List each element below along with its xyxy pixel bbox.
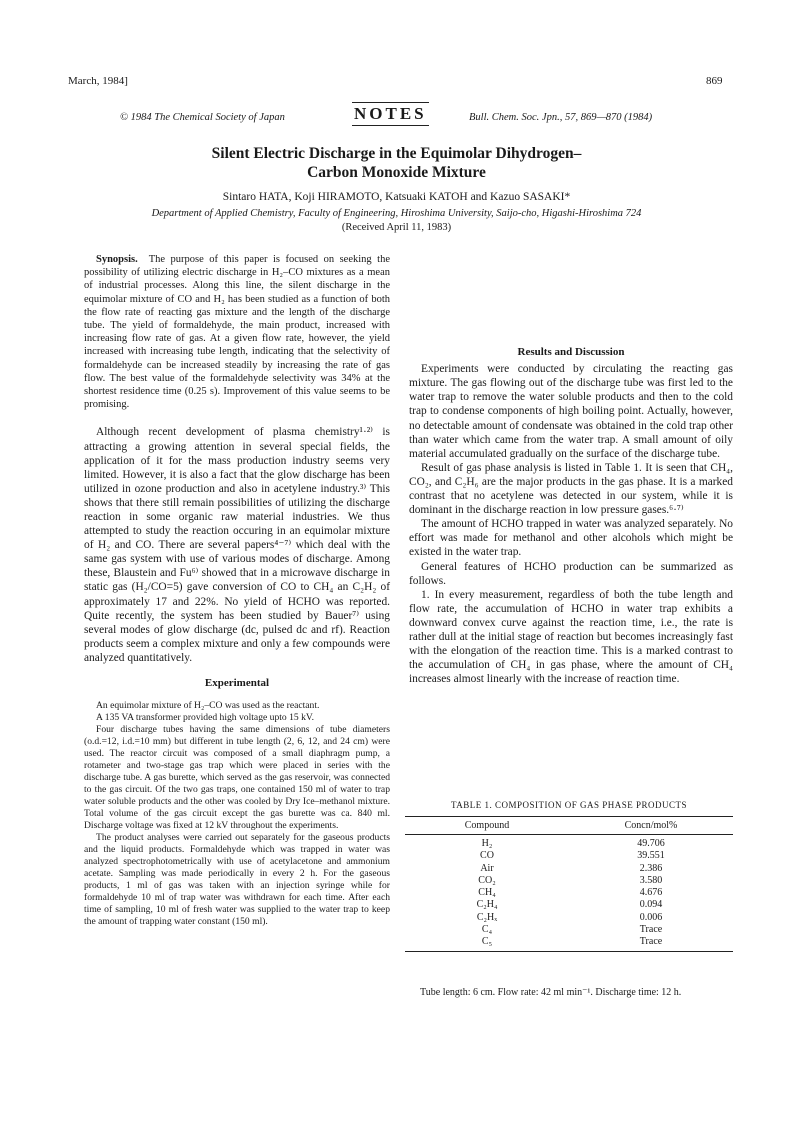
concn-cell: 0.094 [639, 899, 663, 911]
table-header-row [405, 817, 733, 835]
compound-cell: Air [480, 862, 494, 874]
results-p2: Result of gas phase analysis is listed in Table 1. It is seen that CH₄, CO₂, and C₂H₆ are the major products in the gas phase. It is a marked contrast that no acetylene was detected in our system, while it is dominant in the discharge reaction in low pressure gases.⁶·⁷⁾ [409, 461, 733, 517]
journal-header [0, 102, 793, 130]
experimental-p4: The product analyses were carried out separately for the gaseous products and the liquid products. Formaldehyde which was trapped in water was analyzed spectrophotometrically with use of acetylacetone and ammonium acetate. Sampling was made periodically in every 2 h. For the gaseous products, 1 ml of gas was taken with an injection syringe while for formaldehyde 10 ml of trap water was withdrawn for each time. After each time of sampling, 10 ml of fresh water was supplied to the water trap to keep the amount of trapping water constant (150 ml). [84, 832, 390, 928]
page-number: 869 [706, 75, 723, 87]
synopsis-label: Synopsis. [96, 254, 138, 265]
table-row [405, 924, 733, 936]
experimental-p3: Four discharge tubes having the same dimensions of tube diameters (o.d.=12, i.d.=10 mm) but different in tube length (2, 6, 12, and 24 cm) were used. The reactor circuit was composed of a small diaphragm pump, a rotameter and two-stage gas trap which were placed in series with the discharge tube. A gas burette, which served as the gas reservoir, was connected to the gas circuit. Of the two gas traps, one contained 150 ml of water to trap water soluble products and the other was cooled by Dry Ice–methanol mixture. Total volume of the gas circuit except the gas burette was ca. 840 ml. Discharge voltage was fixed at 12 kV throughout the experiments. [84, 724, 390, 832]
synopsis [84, 253, 390, 411]
right-column [409, 246, 733, 686]
article-title [100, 144, 693, 182]
table-caption: TABLE 1. COMPOSITION OF GAS PHASE PRODUCTS [450, 800, 688, 810]
affiliation: Department of Applied Chemistry, Faculty of Engineering, Hiroshima University, Saijo-cho, Higashi-Hiroshima 724 [151, 208, 642, 219]
experimental-p2: A 135 VA transformer provided high voltage upto 15 kV. [96, 712, 314, 724]
results-heading: Results and Discussion [517, 346, 625, 358]
concn-cell: 49.706 [637, 838, 665, 849]
table-row [405, 887, 733, 899]
results-p3: The amount of HCHO trapped in water was analyzed separately. No effort was made for methanol and other alcohols which might be existed in the water trap. [409, 518, 733, 559]
concn-cell: 0.006 [639, 911, 663, 923]
running-date: March, 1984] [68, 75, 128, 87]
compound-cell: CH₄ [478, 887, 496, 899]
table-row [405, 863, 733, 875]
table-row [405, 835, 733, 851]
table-row [405, 875, 733, 887]
compound-cell: CO₂ [478, 874, 496, 886]
experimental-p1: An equimolar mixture of H₂–CO was used as the reactant. [96, 700, 320, 712]
concn-cell: Trace [639, 924, 663, 936]
concn-cell: 2.386 [639, 862, 663, 874]
synopsis-text: The purpose of this paper is focused on seeking the possibility of utilizing electric discharge in H₂–CO mixtures as a mean of industrial processes. Along this line, the silent discharge in the equimolar mixture of CO and H₂ has been studied as a function of both the flow rate of reacting gas mixture and the length of the discharge tube. The yield of formaldehyde, the main product, increased with increasing flow rate of gas. At a given flow rate, however, the yield increased with increasing tube length, indicating that the selectivity of formaldehyde can be increased steadily by increasing the rate of gas flow. The best value of the formaldehyde selectivity was 34% at the shortest residence time (0.25 s). Improvement of this value seems to be promising. [84, 254, 390, 411]
column-header: Compound [405, 817, 569, 835]
compound-cell: C₂Hₓ [476, 911, 498, 923]
intro-paragraph: Although recent development of plasma chemistry¹·²⁾ is attracting a growing attention in several special fields, the application of it for the mass production industry seems very limited. However, it is also a fact that the glow discharge has been utilized in ozone production and also in acetylene industry.³⁾ This shows that there still remain possibilities of utilizing the discharge reaction in some organic raw material industries. We thus attempted to study the reaction occuring in an equimolar mixture of H₂ and CO. There are several papers⁴⁻⁷⁾ which deal with the same gas system with use of various modes of discharge. Among these, Blaustein and Fu⁶⁾ showed that in a microwave discharge in static gas (H₂/CO=5) gave conversion of CO to CH₄ an C₂H₂ of approximately 17 and 22%. No yield of HCHO was reported. Quite recently, the system has been studied by Bauer⁷⁾ using several modes of glow discharge (dc, pulsed dc and rf). Reaction products seem a complex mixture and only a few compounds were analyzed quantitatively. [84, 426, 390, 664]
results-p5: 1. In every measurement, regardless of both the tube length and flow rate, the accumulation of HCHO in water trap exhibits a downward convex curve against the reaction time, i.e., the rate is rather dull at the initial stage of reaction but becomes increasingly fast with the elongation of the reaction time. This is a marked contrast to the accumulation of CH₄ in gas phase, where the amount of CH₄ increases almost linearly with the increase of reaction time. [409, 588, 733, 686]
table-row [405, 850, 733, 862]
table-row [405, 912, 733, 924]
table-grid [405, 816, 733, 952]
concn-cell: 4.676 [639, 887, 663, 899]
citation-line: Bull. Chem. Soc. Jpn., 57, 869—870 (1984) [469, 112, 653, 123]
concn-cell: Trace [569, 936, 733, 951]
compound-cell: C₂H₄ [476, 899, 498, 911]
section-label: NOTES [352, 102, 429, 126]
left-column [84, 253, 390, 928]
concn-cell: 39.551 [637, 850, 665, 862]
table-row [405, 936, 733, 951]
title-line-2: Carbon Monoxide Mixture [307, 164, 486, 181]
table-row [405, 899, 733, 911]
compound-cell: CO [480, 850, 494, 862]
composition-table [405, 816, 733, 952]
compound-cell: H₂ [481, 838, 493, 849]
compound-cell: C₅ [405, 936, 569, 951]
results-p1: Experiments were conducted by circulating the reacting gas mixture. The gas flowing out of the discharge tube was first led to the water trap to remove the water soluble products and then to the cold trap to condense components of high boiling point. Actually, however, no detectable amount of condensate was obtained in the cold trap other than water which came from the water trap. A small amount of oily material accumulated gradually on the surface of the discharge tube. [409, 363, 733, 460]
title-line-1: Silent Electric Discharge in the Equimolar Dihydrogen– [211, 145, 582, 162]
column-header: Concn/mol% [569, 817, 733, 835]
table-footnote: Tube length: 6 cm. Flow rate: 42 ml min⁻¹. Discharge time: 12 h. [420, 987, 682, 998]
society-line: © 1984 The Chemical Society of Japan [120, 112, 285, 123]
results-p4: General features of HCHO production can be summarized as follows. [409, 560, 733, 587]
authors: Sintaro HATA, Koji HIRAMOTO, Katsuaki KATOH and Kazuo SASAKI* [222, 191, 571, 203]
concn-cell: 3.580 [639, 874, 663, 886]
compound-cell: C₄ [481, 924, 493, 936]
experimental-heading: Experimental [204, 677, 270, 690]
received-date: (Received April 11, 1983) [341, 222, 452, 233]
